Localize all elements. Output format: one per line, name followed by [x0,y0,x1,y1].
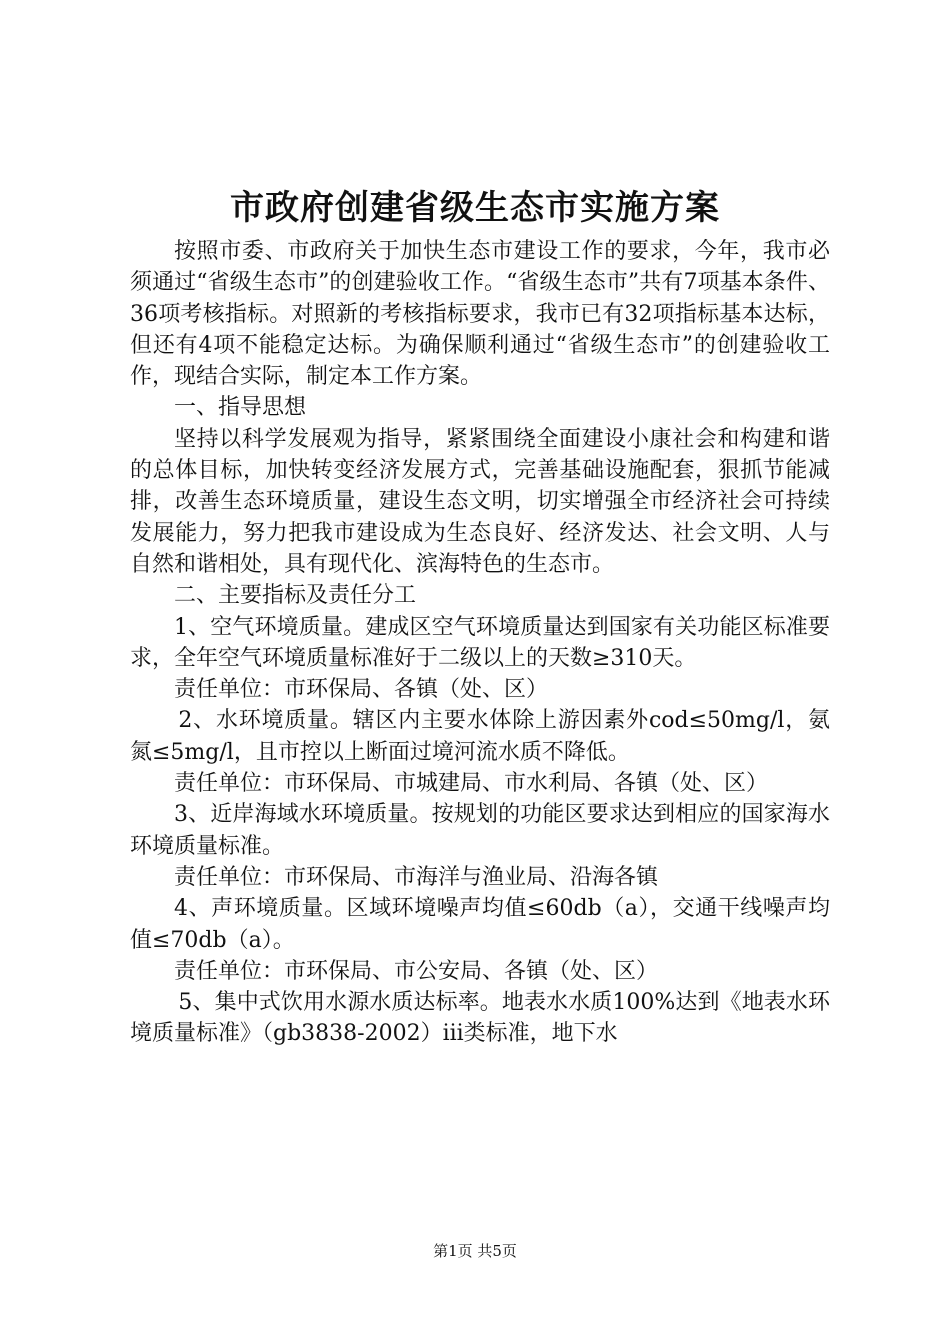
section-heading-main-indicators: 二、主要指标及责任分工 [174,583,417,609]
indicator-water-quality: 2、水环境质量。辖区内主要水体除上游因素外cod≤50mg/l，氨氮≤5mg/l，且市控以上断面过境河流水质不降低。 [130,708,830,765]
page-number-footer: 第1页 共5页 [433,1242,517,1260]
guiding-thought-paragraph: 坚持以科学发展观为指导，紧紧围绕全面建设小康社会和构建和谐的总体目标，加快转变经济发展方式，完善基础设施配套，狠抓节能减排，改善生态环境质量，建设生态文明，切实增强全市经济社会可持续发展能力，努力把我市建设成为生态良好、经济发达、社会文明、人与自然和谐相处，具有现代化、滨海特色的生态市。 [130,426,830,577]
document-title: 市政府创建省级生态市实施方案 [230,188,720,228]
responsible-units-water: 责任单位：市环保局、市城建局、市水利局、各镇（处、区） [174,771,769,797]
section-heading-guiding-thought: 一、指导思想 [174,395,307,421]
indicator-coastal-water: 3、近岸海域水环境质量。按规划的功能区要求达到相应的国家海水环境质量标准。 [130,802,830,859]
responsible-units-noise: 责任单位：市环保局、市公安局、各镇（处、区） [174,958,659,984]
indicator-noise: 4、声环境质量。区域环境噪声均值≤60db（a），交通干线噪声均值≤70db（a）。 [130,896,830,953]
document-body [130,236,830,1050]
responsible-units-coastal: 责任单位：市环保局、市海洋与渔业局、沿海各镇 [174,864,659,890]
responsible-units-air: 责任单位：市环保局、各镇（处、区） [174,677,549,703]
indicator-drinking-water: 5、集中式饮用水源水质达标率。地表水水质100%达到《地表水环境质量标准》（gb3838-2002）iii类标准，地下水 [130,990,830,1047]
intro-paragraph: 按照市委、市政府关于加快生态市建设工作的要求，今年，我市必须通过“省级生态市”的创建验收工作。“省级生态市”共有7项基本条件、36项考核指标。对照新的考核指标要求，我市已有32项指标基本达标，但还有4项不能稳定达标。为确保顺利通过“省级生态市”的创建验收工作，现结合实际，制定本工作方案。 [130,239,830,390]
indicator-air-quality: 1、空气环境质量。建成区空气环境质量达到国家有关功能区标准要求，全年空气环境质量标准好于二级以上的天数≥310天。 [130,614,830,671]
